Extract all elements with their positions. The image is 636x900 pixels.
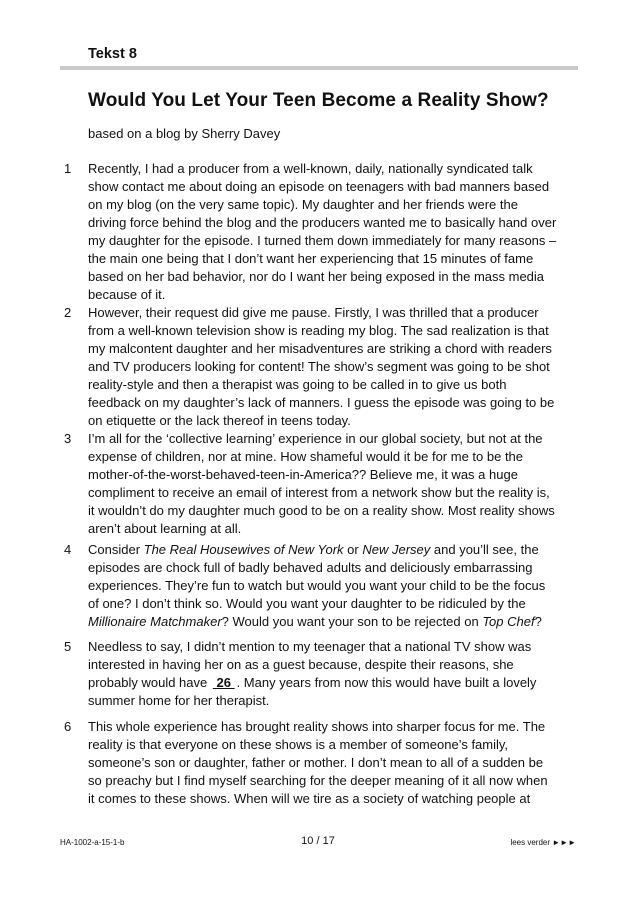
- text-line: reality is that everyone on these shows is a member of someone’s family,: [88, 737, 509, 752]
- paragraph-text: [88, 718, 578, 808]
- text-line: summer home for her therapist.: [88, 693, 270, 708]
- text-line: [88, 674, 578, 692]
- text-run: Consider: [88, 542, 144, 557]
- show-title-new-jersey: New Jersey: [362, 542, 431, 557]
- text-line: of one? I don’t think so. Would you want your daughter to be ridiculed by the: [88, 596, 526, 611]
- text-line: compliment to receive an email of interest from a network show but the reality is,: [88, 485, 550, 500]
- text-line: This whole experience has brought reality shows into sharper focus for me. The: [88, 719, 546, 734]
- text-line: because of it.: [88, 287, 166, 302]
- text-line: Recently, I had a producer from a well-known, daily, nationally syndicated talk: [88, 161, 533, 176]
- text-line: driving force behind the blog and the producers wanted me to basically hand over: [88, 215, 557, 230]
- gap-26-blank: [211, 674, 237, 692]
- text-line: so preachy but I find myself searching for the deeper meaning of it all now when: [88, 773, 548, 788]
- paragraph-number: 6: [64, 719, 72, 734]
- paragraph-number: 3: [64, 431, 72, 446]
- text-line: interested in having her on as a guest because, despite their reasons, she: [88, 657, 514, 672]
- text-line: expense of children, nor at mine. How shameful would it be for me to be the: [88, 449, 524, 464]
- show-title-real-housewives: The Real Housewives of New York: [143, 542, 344, 557]
- text-line: from a well-known television show is reading my blog. The sad realization is that: [88, 323, 549, 338]
- footer-exam-code: HA-1002-a-15-1-b: [60, 838, 125, 847]
- text-line: I’m all for the ‘collective learning’ experience in our global society, but not at the: [88, 431, 543, 446]
- text-line: However, their request did give me pause. Firstly, I was thrilled that a producer: [88, 305, 539, 320]
- text-run: and you’ll see, the: [430, 542, 539, 557]
- paragraph-text: [88, 430, 578, 538]
- text-line: on etiquette or the lack thereof in teens today.: [88, 413, 351, 428]
- text-line: the main one being that I don’t want her experiencing that 15 minutes of fame: [88, 251, 534, 266]
- text-line: it comes to these shows. When will we tire as a society of watching people at: [88, 791, 531, 806]
- paragraph-number: 5: [64, 639, 72, 654]
- text-line: on my blog (on the very same topic). My daughter and her friends were the: [88, 197, 518, 212]
- footer-page-number: 10 / 17: [301, 835, 335, 847]
- paragraph-number: 1: [64, 161, 72, 176]
- paragraph-text: [88, 638, 578, 710]
- text-line: [88, 541, 578, 559]
- header-label: Tekst 8: [88, 46, 137, 62]
- text-line: someone’s son or daughter, father or mother. I don’t mean to all of a sudden be: [88, 755, 544, 770]
- header-rule: [60, 66, 578, 70]
- text-run: . Many years from now this would have built a lovely: [236, 675, 537, 690]
- text-line: episodes are chock full of badly behaved adults and deliciously embarrassing: [88, 560, 533, 575]
- text-line: show contact me about doing an episode on teenagers with bad manners based: [88, 179, 550, 194]
- text-line: reality-style and then a therapist was going to be called in to give us both: [88, 377, 507, 392]
- text-line: my malcontent daughter and her misadventures are striking a chord with readers: [88, 341, 552, 356]
- gap-number: 26: [216, 675, 231, 690]
- article-byline: based on a blog by Sherry Davey: [88, 126, 281, 141]
- paragraph-number: 2: [64, 305, 72, 320]
- paragraph-text: [88, 160, 578, 304]
- text-run: probably would have: [88, 675, 211, 690]
- paragraph-number: 4: [64, 542, 72, 557]
- text-line: Needless to say, I didn’t mention to my teenager that a national TV show was: [88, 639, 532, 654]
- text-line: and TV producers looking for content! The show’s segment was going to be shot: [88, 359, 550, 374]
- text-line: it wouldn’t do my daughter much good to be on a reality show. Most reality shows: [88, 503, 555, 518]
- footer-continue-label: lees verder ►►►: [510, 838, 576, 847]
- article-title: Would You Let Your Teen Become a Reality Show?: [88, 90, 549, 111]
- text-line: mother-of-the-worst-behaved-teen-in-America?? Believe me, it was a huge: [88, 467, 518, 482]
- text-run: or: [343, 542, 363, 557]
- text-line: based on her bad behavior, nor do I want her being exposed in the mass media: [88, 269, 545, 284]
- text-run: ?: [534, 614, 542, 629]
- text-run: ? Would you want your son to be rejected on: [221, 614, 483, 629]
- text-line: feedback on my daughter’s lack of manners. I guess the episode was going to be: [88, 395, 555, 410]
- text-line: aren’t about learning at all.: [88, 521, 242, 536]
- text-line: experiences. They’re fun to watch but would you want your child to be the focus: [88, 578, 546, 593]
- paragraph-text: [88, 541, 578, 631]
- text-line: my daughter for the episode. I turned them down immediately for many reasons –: [88, 233, 557, 248]
- show-title-top-chef: Top Chef: [482, 614, 535, 629]
- show-title-millionaire-matchmaker: Millionaire Matchmaker: [88, 614, 222, 629]
- text-line: [88, 613, 578, 631]
- paragraph-text: [88, 304, 578, 430]
